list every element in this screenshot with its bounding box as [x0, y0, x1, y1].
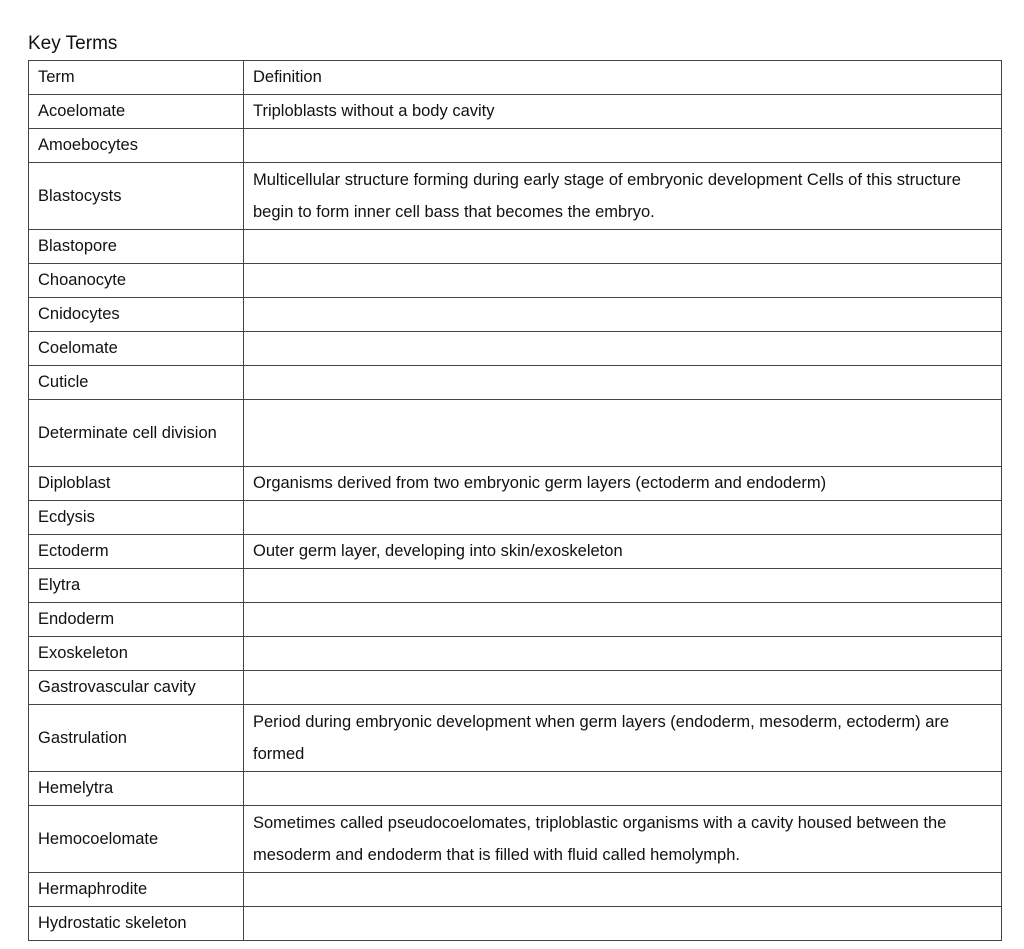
definition-cell: Outer germ layer, developing into skin/exoskeleton: [244, 535, 1002, 569]
table-row: [29, 332, 1002, 366]
table-row: [29, 366, 1002, 400]
table-row: [29, 95, 1002, 129]
definition-cell: [244, 129, 1002, 163]
table-row: [29, 501, 1002, 535]
term-cell: Amoebocytes: [29, 129, 244, 163]
column-header-definition: Definition: [244, 61, 1002, 95]
table-row: [29, 806, 1002, 873]
table-row: [29, 603, 1002, 637]
column-header-term: Term: [29, 61, 244, 95]
table-row: [29, 467, 1002, 501]
term-cell: Gastrulation: [29, 705, 244, 772]
term-cell: Cuticle: [29, 366, 244, 400]
table-row: [29, 705, 1002, 772]
term-cell: Hermaphrodite: [29, 873, 244, 907]
definition-cell: [244, 230, 1002, 264]
table-row: [29, 264, 1002, 298]
table-row: [29, 907, 1002, 941]
table-row: [29, 163, 1002, 230]
definition-cell: Sometimes called pseudocoelomates, triploblastic organisms with a cavity housed between the mesoderm and endoderm that is filled with fluid called hemolymph.: [244, 806, 1002, 873]
table-row: [29, 671, 1002, 705]
definition-cell: [244, 332, 1002, 366]
page-title: Key Terms: [28, 33, 118, 54]
definition-cell: [244, 501, 1002, 535]
term-cell: Exoskeleton: [29, 637, 244, 671]
term-cell: Blastocysts: [29, 163, 244, 230]
definition-cell: [244, 637, 1002, 671]
term-cell: Hemelytra: [29, 772, 244, 806]
definition-cell: [244, 873, 1002, 907]
definition-cell: Organisms derived from two embryonic germ layers (ectoderm and endoderm): [244, 467, 1002, 501]
definition-cell: [244, 772, 1002, 806]
definition-cell: [244, 264, 1002, 298]
term-cell: Ecdysis: [29, 501, 244, 535]
term-cell: Gastrovascular cavity: [29, 671, 244, 705]
term-cell: Elytra: [29, 569, 244, 603]
term-cell: Choanocyte: [29, 264, 244, 298]
definition-cell: [244, 366, 1002, 400]
definition-cell: [244, 671, 1002, 705]
term-cell: Blastopore: [29, 230, 244, 264]
term-cell: Coelomate: [29, 332, 244, 366]
definition-cell: [244, 907, 1002, 941]
table-row: [29, 298, 1002, 332]
definition-cell: [244, 298, 1002, 332]
term-cell: Ectoderm: [29, 535, 244, 569]
term-cell: Endoderm: [29, 603, 244, 637]
definition-cell: Triploblasts without a body cavity: [244, 95, 1002, 129]
term-cell: Hydrostatic skeleton: [29, 907, 244, 941]
table-row: [29, 129, 1002, 163]
table-row: [29, 535, 1002, 569]
key-terms-table: [28, 60, 1002, 941]
term-cell: Diploblast: [29, 467, 244, 501]
table-row: [29, 873, 1002, 907]
definition-cell: [244, 400, 1002, 467]
term-cell: Hemocoelomate: [29, 806, 244, 873]
table-row: [29, 569, 1002, 603]
table-row: [29, 772, 1002, 806]
table-header-row: [29, 61, 1002, 95]
definition-cell: [244, 603, 1002, 637]
term-cell: Acoelomate: [29, 95, 244, 129]
table-row: [29, 400, 1002, 467]
definition-cell: Multicellular structure forming during early stage of embryonic development Cells of this structure begin to form inner cell bass that becomes the embryo.: [244, 163, 1002, 230]
term-cell: Determinate cell division: [29, 400, 244, 467]
term-cell: Cnidocytes: [29, 298, 244, 332]
definition-cell: Period during embryonic development when germ layers (endoderm, mesoderm, ectoderm) are formed: [244, 705, 1002, 772]
definition-cell: [244, 569, 1002, 603]
table-row: [29, 637, 1002, 671]
table-row: [29, 230, 1002, 264]
